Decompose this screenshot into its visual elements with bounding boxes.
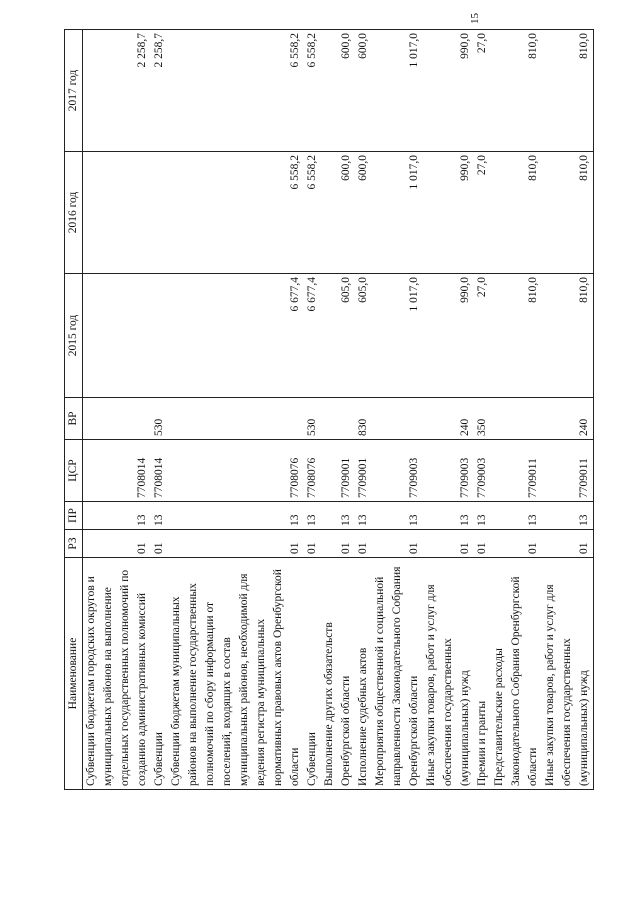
row-2015: 605,0 bbox=[355, 274, 372, 398]
col-header-vr: ВР bbox=[65, 398, 83, 440]
row-2015: 605,0 bbox=[321, 274, 355, 398]
row-csr: 7708014 bbox=[83, 440, 152, 502]
row-2016: 990,0 bbox=[423, 152, 474, 274]
row-name: Субвенции bbox=[304, 558, 321, 790]
row-2016: 810,0 bbox=[491, 152, 542, 274]
col-header-2016: 2016 год bbox=[65, 152, 83, 274]
table-row bbox=[372, 30, 423, 790]
row-2015 bbox=[83, 274, 152, 398]
col-header-2015: 2015 год bbox=[65, 274, 83, 398]
row-name: Мероприятия общественной и социальной направленности Законодательного Собрания Оренбургской области bbox=[372, 558, 423, 790]
row-rz: 01 bbox=[355, 530, 372, 558]
row-rz: 01 bbox=[542, 530, 594, 558]
row-2015: 6 677,4 bbox=[168, 274, 304, 398]
col-header-pr: ПР bbox=[65, 502, 83, 530]
row-csr: 7709003 bbox=[474, 440, 491, 502]
row-vr bbox=[491, 398, 542, 440]
row-vr: 240 bbox=[423, 398, 474, 440]
row-2017: 2 258,7 bbox=[83, 30, 152, 152]
row-2017: 600,0 bbox=[321, 30, 355, 152]
row-2015: 1 017,0 bbox=[372, 274, 423, 398]
row-csr: 7709003 bbox=[372, 440, 423, 502]
row-csr: 7709001 bbox=[321, 440, 355, 502]
row-pr: 13 bbox=[83, 502, 152, 530]
row-pr: 13 bbox=[372, 502, 423, 530]
row-pr: 13 bbox=[423, 502, 474, 530]
row-vr: 530 bbox=[304, 398, 321, 440]
row-vr: 530 bbox=[151, 398, 168, 440]
row-name: Премии и гранты bbox=[474, 558, 491, 790]
row-pr: 13 bbox=[355, 502, 372, 530]
row-2016: 810,0 bbox=[542, 152, 594, 274]
row-vr bbox=[372, 398, 423, 440]
table-row bbox=[474, 30, 491, 790]
row-csr: 7709001 bbox=[355, 440, 372, 502]
table-row bbox=[83, 30, 152, 790]
row-csr: 7708014 bbox=[151, 440, 168, 502]
row-name: Субвенции бюджетам городских округов и муниципальных районов на выполнение отдельных государственных полномочий по созданию административных комиссий bbox=[83, 558, 152, 790]
row-vr bbox=[83, 398, 152, 440]
row-name: Субвенции бюджетам муниципальных районов на выполнение государственных полномочий по сбору информации от поселений, входящих в состав муниципальных районов, необходимой для ведения регистра муниципальных нормативных правовых актов Оренбургской области bbox=[168, 558, 304, 790]
row-2015 bbox=[151, 274, 168, 398]
row-rz: 01 bbox=[474, 530, 491, 558]
row-pr: 13 bbox=[321, 502, 355, 530]
row-csr: 7708076 bbox=[168, 440, 304, 502]
row-rz: 01 bbox=[372, 530, 423, 558]
row-pr: 13 bbox=[304, 502, 321, 530]
table-row bbox=[355, 30, 372, 790]
row-2017: 6 558,2 bbox=[304, 30, 321, 152]
row-2016: 6 558,2 bbox=[304, 152, 321, 274]
row-rz: 01 bbox=[168, 530, 304, 558]
row-vr bbox=[321, 398, 355, 440]
row-name: Иные закупки товаров, работ и услуг для обеспечения государственных (муниципальных) нужд bbox=[423, 558, 474, 790]
row-2017: 810,0 bbox=[491, 30, 542, 152]
row-rz: 01 bbox=[491, 530, 542, 558]
page-number: 15 bbox=[469, 13, 481, 25]
table-row bbox=[491, 30, 542, 790]
row-vr: 350 bbox=[474, 398, 491, 440]
row-name: Выполнение других обязательств Оренбургской области bbox=[321, 558, 355, 790]
row-2016: 600,0 bbox=[355, 152, 372, 274]
row-2016: 1 017,0 bbox=[372, 152, 423, 274]
table-row bbox=[423, 30, 474, 790]
row-2017: 27,0 bbox=[474, 30, 491, 152]
row-2017: 6 558,2 bbox=[168, 30, 304, 152]
table-row bbox=[151, 30, 168, 790]
row-csr: 7709011 bbox=[542, 440, 594, 502]
row-2017: 2 258,7 bbox=[151, 30, 168, 152]
row-csr: 7708076 bbox=[304, 440, 321, 502]
col-header-csr: ЦСР bbox=[65, 440, 83, 502]
row-pr: 13 bbox=[474, 502, 491, 530]
table-row bbox=[542, 30, 594, 790]
row-2016: 600,0 bbox=[321, 152, 355, 274]
row-2016 bbox=[151, 152, 168, 274]
row-vr: 830 bbox=[355, 398, 372, 440]
row-2015: 990,0 bbox=[423, 274, 474, 398]
row-name: Иные закупки товаров, работ и услуг для обеспечения государственных (муниципальных) нужд bbox=[542, 558, 594, 790]
row-name: Исполнение судебных актов bbox=[355, 558, 372, 790]
row-csr: 7709003 bbox=[423, 440, 474, 502]
row-name: Представительские расходы Законодательного Собрания Оренбургской области bbox=[491, 558, 542, 790]
table-row bbox=[304, 30, 321, 790]
row-csr: 7709011 bbox=[491, 440, 542, 502]
row-2017: 810,0 bbox=[542, 30, 594, 152]
row-2017: 600,0 bbox=[355, 30, 372, 152]
table-row bbox=[321, 30, 355, 790]
row-pr: 13 bbox=[168, 502, 304, 530]
row-rz: 01 bbox=[151, 530, 168, 558]
row-name: Субвенции bbox=[151, 558, 168, 790]
row-rz: 01 bbox=[304, 530, 321, 558]
row-2017: 1 017,0 bbox=[372, 30, 423, 152]
rotated-page bbox=[0, 33, 640, 905]
row-rz: 01 bbox=[423, 530, 474, 558]
row-2016 bbox=[83, 152, 152, 274]
row-rz: 01 bbox=[321, 530, 355, 558]
row-2016: 27,0 bbox=[474, 152, 491, 274]
row-2015: 6 677,4 bbox=[304, 274, 321, 398]
row-rz: 01 bbox=[83, 530, 152, 558]
row-pr: 13 bbox=[491, 502, 542, 530]
row-vr: 240 bbox=[542, 398, 594, 440]
row-2017: 990,0 bbox=[423, 30, 474, 152]
col-header-rz: РЗ bbox=[65, 530, 83, 558]
col-header-2017: 2017 год bbox=[65, 30, 83, 152]
row-2015: 27,0 bbox=[474, 274, 491, 398]
row-pr: 13 bbox=[542, 502, 594, 530]
row-2016: 6 558,2 bbox=[168, 152, 304, 274]
row-pr: 13 bbox=[151, 502, 168, 530]
table-row bbox=[168, 30, 304, 790]
row-vr bbox=[168, 398, 304, 440]
table-header-row bbox=[65, 30, 83, 790]
row-2015: 810,0 bbox=[542, 274, 594, 398]
col-header-name: Наименование bbox=[65, 558, 83, 790]
row-2015: 810,0 bbox=[491, 274, 542, 398]
budget-table bbox=[64, 29, 594, 790]
